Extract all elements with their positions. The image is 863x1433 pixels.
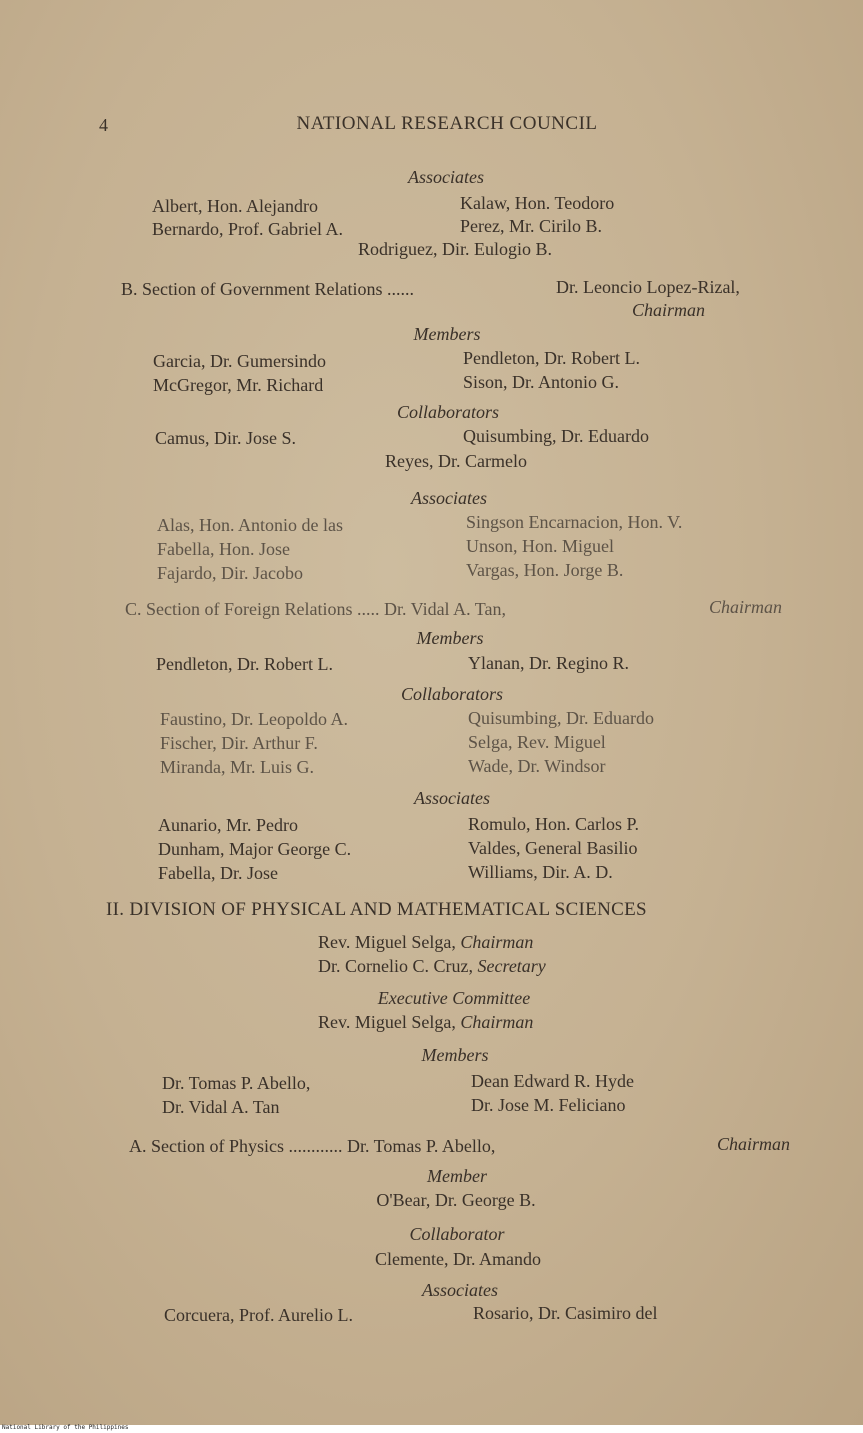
member-name: Garcia, Dr. Gumersindo [153, 351, 326, 371]
collaborators-heading: Collaborators [396, 402, 500, 422]
members-heading: Members [416, 628, 484, 648]
collaborator-name: Wade, Dr. Windsor [468, 756, 606, 776]
section-b-chairman-role: Chairman [632, 300, 706, 320]
member-name: Dean Edward R. Hyde [471, 1071, 634, 1091]
associate-name: Williams, Dir. A. D. [468, 862, 613, 882]
associate-name: Singson Encarnacion, Hon. V. [466, 512, 683, 532]
division-chairman-role: Chairman [460, 932, 534, 952]
division-chairman-name: Rev. Miguel Selga, [318, 932, 456, 952]
associate-name: Fabella, Dr. Jose [158, 863, 278, 883]
member-name: O'Bear, Dr. George B. [376, 1190, 536, 1210]
members-heading: Members [413, 324, 481, 344]
members-heading: Members [421, 1045, 489, 1065]
collaborator-name: Faustino, Dr. Leopoldo A. [160, 709, 348, 729]
associates-heading: Associates [408, 167, 484, 187]
collaborator-name: Clemente, Dr. Amando [375, 1249, 541, 1269]
associate-name: Valdes, General Basilio [468, 838, 638, 858]
associate-name: Dunham, Major George C. [158, 839, 352, 859]
library-credit: National Library of the Philippines [2, 1424, 129, 1431]
associate-name: Albert, Hon. Alejandro [152, 196, 318, 216]
associate-name: Bernardo, Prof. Gabriel A. [152, 219, 343, 239]
associate-name: Fabella, Hon. Jose [157, 539, 290, 559]
section-b-chairman: Dr. Leoncio Lopez-Rizal, [556, 277, 740, 297]
member-name: Dr. Jose M. Feliciano [471, 1095, 626, 1115]
collaborator-name: Camus, Dir. Jose S. [155, 428, 297, 448]
page-header: NATIONAL RESEARCH COUNCIL [296, 113, 598, 134]
associate-name: Rosario, Dr. Casimiro del [473, 1303, 658, 1323]
member-name: Pendleton, Dr. Robert L. [463, 348, 640, 368]
member-name: Dr. Vidal A. Tan [162, 1097, 280, 1117]
section-a-title: A. Section of Physics ............ Dr. Tomas P. Abello, [129, 1136, 496, 1156]
associate-name: Perez, Mr. Cirilo B. [460, 216, 602, 236]
collaborator-name: Quisumbing, Dr. Eduardo [463, 426, 649, 446]
associate-name: Unson, Hon. Miguel [466, 536, 614, 556]
collaborator-name: Reyes, Dr. Carmelo [385, 451, 527, 471]
member-name: Pendleton, Dr. Robert L. [156, 654, 333, 674]
associates-heading: Associates [422, 1280, 498, 1300]
collaborator-name: Miranda, Mr. Luis G. [160, 757, 314, 777]
collaborators-heading: Collaborators [400, 684, 504, 704]
associate-name: Alas, Hon. Antonio de las [157, 515, 343, 535]
division-chairman [318, 931, 533, 953]
collaborator-name: Quisumbing, Dr. Eduardo [468, 708, 654, 728]
member-name: Sison, Dr. Antonio G. [463, 372, 620, 392]
collaborator-heading: Collaborator [409, 1224, 505, 1244]
page-number: 4 [99, 115, 108, 135]
section-c-title: C. Section of Foreign Relations ..... Dr. Vidal A. Tan, [125, 599, 506, 619]
associate-name: Kalaw, Hon. Teodoro [460, 193, 615, 213]
division-secretary [318, 955, 546, 977]
associates-heading: Associates [411, 488, 487, 508]
executive-chairman-role: Chairman [460, 1012, 534, 1032]
executive-chairman [318, 1011, 533, 1033]
footer-strip [0, 1425, 863, 1433]
section-c-chairman-role: Chairman [709, 597, 783, 617]
associate-name: Rodriguez, Dir. Eulogio B. [358, 239, 552, 259]
section-a-chairman-role: Chairman [717, 1134, 791, 1154]
member-heading: Member [427, 1166, 487, 1186]
division-heading: II. DIVISION OF PHYSICAL AND MATHEMATICAL SCIENCES [106, 899, 647, 920]
associate-name: Aunario, Mr. Pedro [158, 815, 298, 835]
division-secretary-name: Dr. Cornelio C. Cruz, [318, 956, 473, 976]
associate-name: Fajardo, Dir. Jacobo [157, 563, 303, 583]
section-b-title: B. Section of Government Relations ...... [121, 279, 414, 299]
division-secretary-role: Secretary [477, 956, 546, 976]
member-name: McGregor, Mr. Richard [153, 375, 324, 395]
associate-name: Corcuera, Prof. Aurelio L. [164, 1305, 353, 1325]
collaborator-name: Fischer, Dir. Arthur F. [160, 733, 318, 753]
executive-chairman-name: Rev. Miguel Selga, [318, 1012, 456, 1032]
collaborator-name: Selga, Rev. Miguel [468, 732, 606, 752]
member-name: Ylanan, Dr. Regino R. [468, 653, 629, 673]
member-name: Dr. Tomas P. Abello, [162, 1073, 311, 1093]
associate-name: Vargas, Hon. Jorge B. [466, 560, 624, 580]
associate-name: Romulo, Hon. Carlos P. [468, 814, 640, 834]
associates-heading: Associates [414, 788, 490, 808]
executive-committee-heading: Executive Committee [377, 988, 531, 1008]
